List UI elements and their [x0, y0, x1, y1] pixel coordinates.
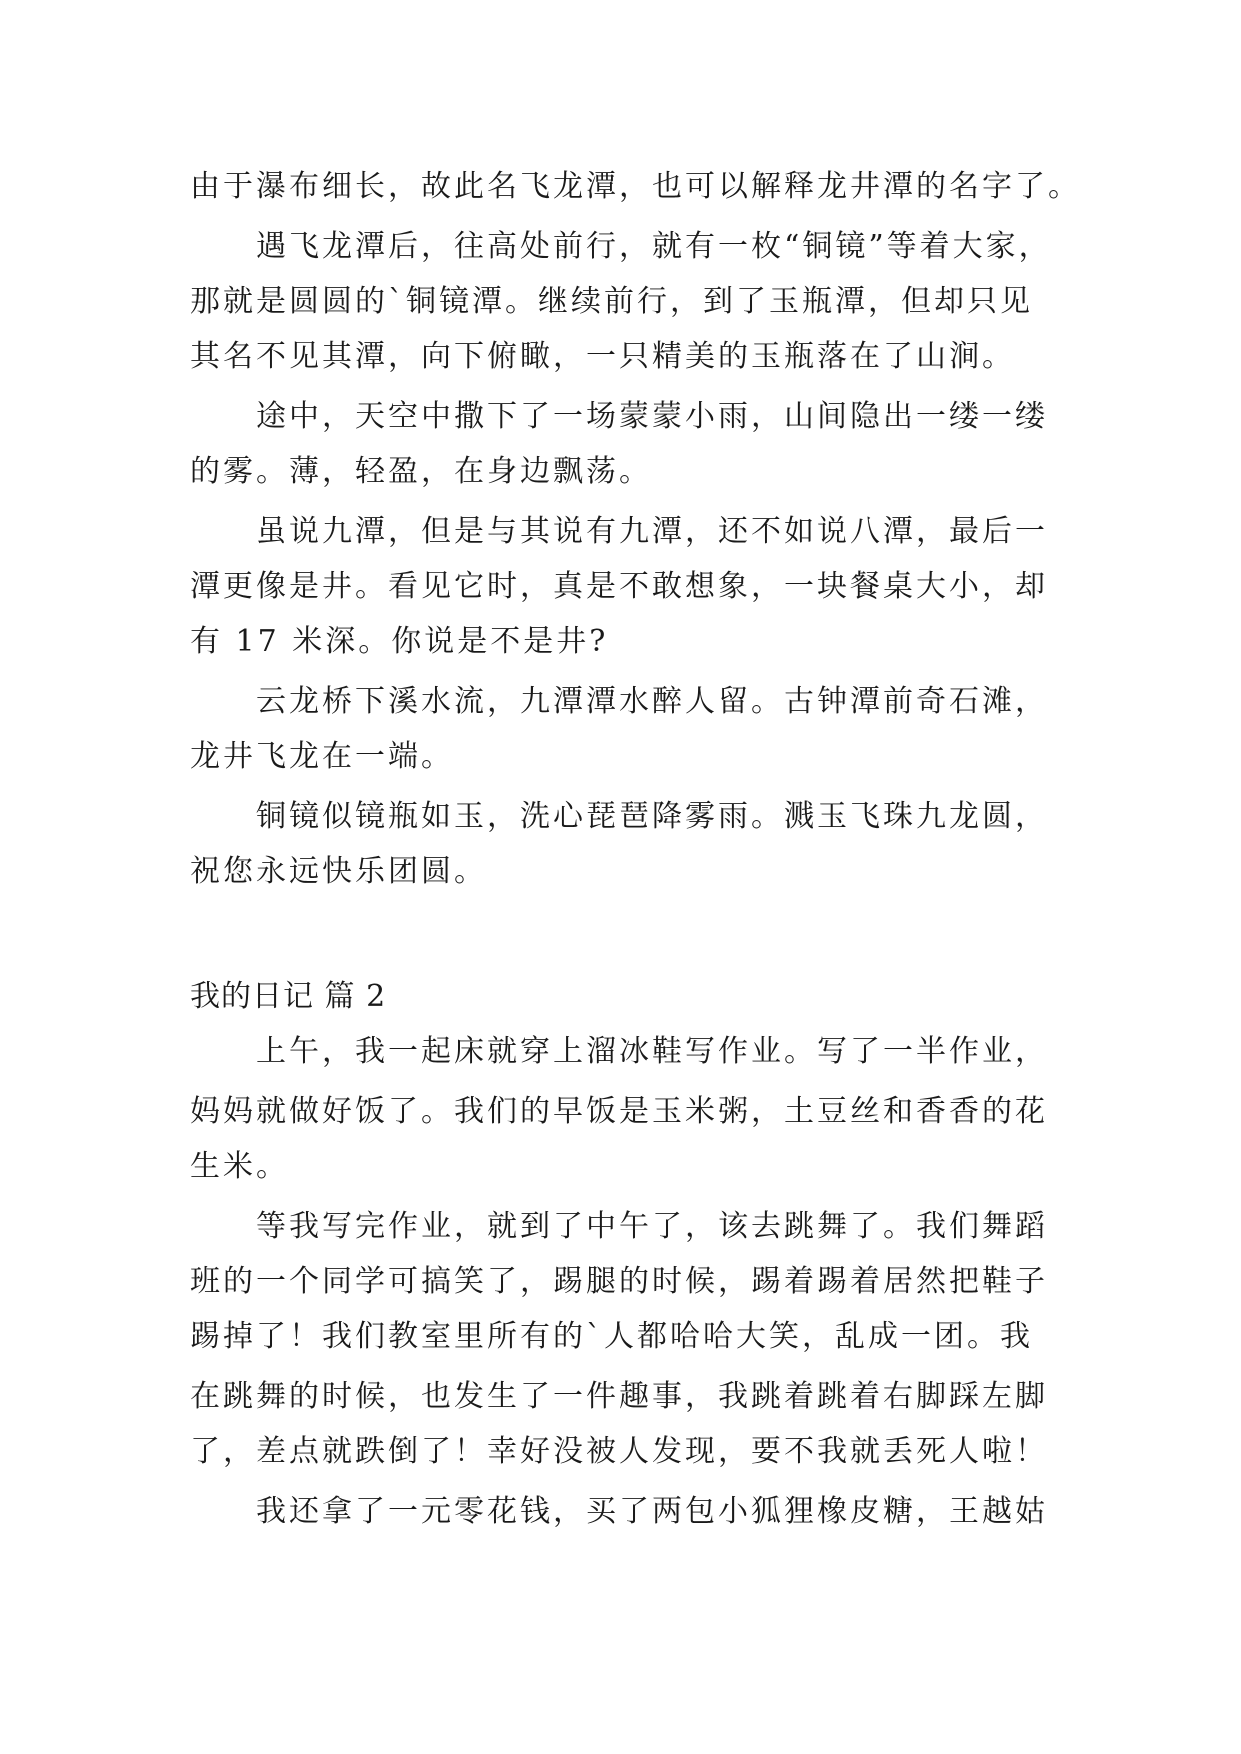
text-line: 班的一个同学可搞笑了，踢腿的时候，踢着踢着居然把鞋子 [190, 1264, 1048, 1299]
text-line: 在跳舞的时候，也发生了一件趣事，我跳着跳着右脚踩左脚 [190, 1379, 1048, 1414]
text-line: 由于瀑布细长，故此名飞龙潭，也可以解释龙井潭的名字了。 [190, 169, 1081, 204]
text-line: 生米。 [190, 1149, 289, 1184]
text-line: 那就是圆圆的`铜镜潭。继续前行，到了玉瓶潭，但却只见 [190, 284, 1033, 319]
text-line: 虽说九潭，但是与其说有九潭，还不如说八潭，最后一 [256, 514, 1048, 549]
text-line: 了，差点就跌倒了！幸好没被人发现，要不我就丢死人啦！ [190, 1434, 1048, 1469]
text-line: 遇飞龙潭后，往高处前行，就有一枚“铜镜”等着大家， [256, 229, 1052, 264]
section-heading: 我的日记 篇 2 [190, 979, 387, 1014]
text-line: 潭更像是井。看见它时，真是不敢想象，一块餐桌大小，却 [190, 569, 1048, 604]
text-line: 有 17 米深。你说是不是井? [190, 624, 609, 659]
text-line: 其名不见其潭，向下俯瞰，一只精美的玉瓶落在了山涧。 [190, 339, 1015, 374]
text-line: 云龙桥下溪水流，九潭潭水醉人留。古钟潭前奇石滩， [256, 684, 1048, 719]
text-line: 妈妈就做好饭了。我们的早饭是玉米粥，土豆丝和香香的花 [190, 1094, 1048, 1129]
text-line: 祝您永远快乐团圆。 [190, 854, 487, 889]
text-line: 我还拿了一元零花钱，买了两包小狐狸橡皮糖，王越姑 [256, 1494, 1048, 1529]
text-line: 等我写完作业，就到了中午了，该去跳舞了。我们舞蹈 [256, 1209, 1048, 1244]
text-line: 龙井飞龙在一端。 [190, 739, 454, 774]
text-line: 铜镜似镜瓶如玉，洗心琵琶降雾雨。溅玉飞珠九龙圆， [256, 799, 1048, 834]
text-line: 上午，我一起床就穿上溜冰鞋写作业。写了一半作业， [256, 1034, 1048, 1069]
text-line: 踢掉了！我们教室里所有的`人都哈哈大笑，乱成一团。我 [190, 1319, 1033, 1354]
text-line: 途中，天空中撒下了一场蒙蒙小雨，山间隐出一缕一缕 [256, 399, 1048, 434]
text-line: 的雾。薄，轻盈，在身边飘荡。 [190, 454, 652, 489]
